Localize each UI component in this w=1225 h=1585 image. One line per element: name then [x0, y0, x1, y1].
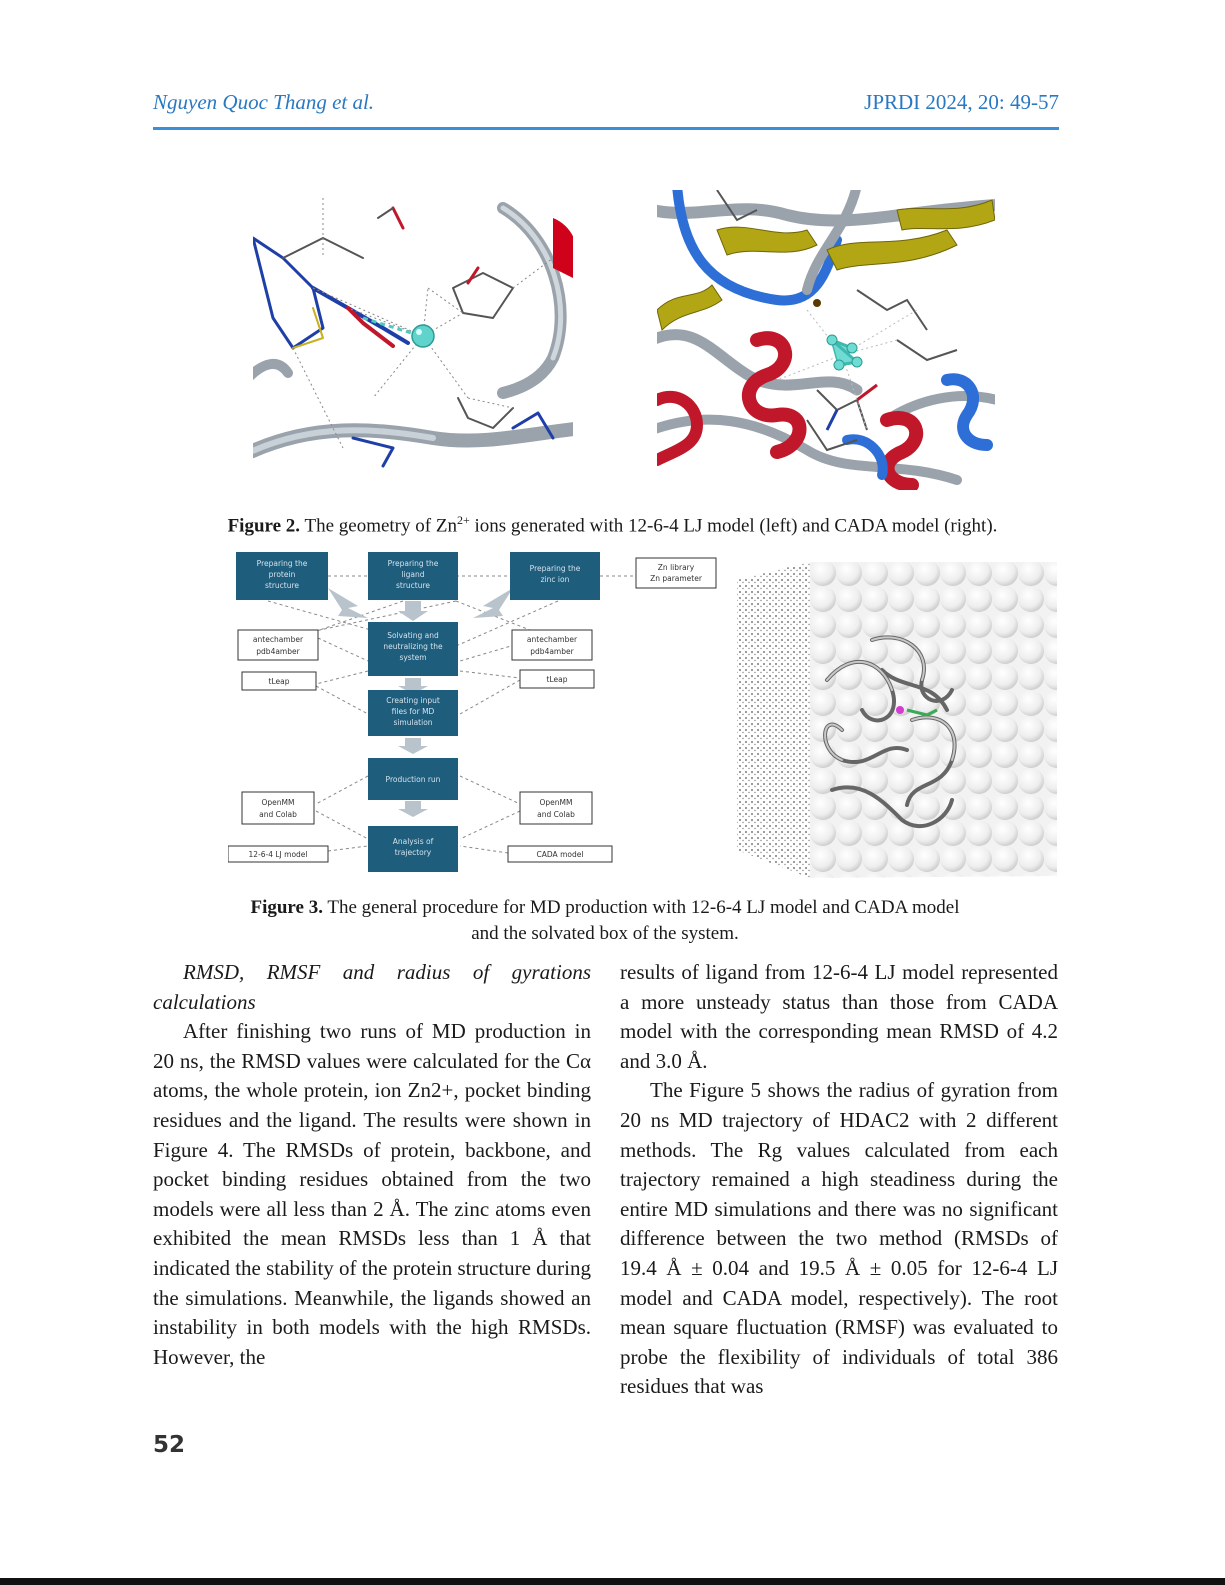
antechamber-left-line2: pdb4amber [256, 647, 300, 656]
prep-zinc-line2: zinc ion [540, 575, 570, 584]
header-rule [153, 127, 1059, 130]
antechamber-right-line1: antechamber [526, 635, 578, 644]
running-header [153, 90, 1059, 122]
creating-input-line1: Creating input [386, 696, 440, 705]
zinc-params-line1: Zn library [657, 563, 695, 572]
figure3-solvated-box [732, 560, 1060, 878]
paragraph-rmsd: After finishing two runs of MD production in 20 ns, the RMSD values were calculated for the Cα atoms, the whole protein, ion Zn2+, pocket binding residues and the ligand. The results were shown in Figure 4. The RMSDs of protein, backbone, and pocket binding residues obtained from the two models were all less than 2 Å. The zinc atoms even exhibited the mean RMSDs less than 1 Å that indicated the stability of the protein structure during the simulations. Meanwhile, the ligands showed an instability in both models with the high RMSDs. However, the [153, 1019, 591, 1369]
figure2-label: Figure 2. [227, 515, 301, 537]
figure2-text-before: The geometry of Zn [300, 515, 457, 537]
creating-input-line2: files for MD [391, 707, 435, 716]
prep-ligand-line3: structure [395, 581, 431, 590]
paragraph-radius-gyration: The Figure 5 shows the radius of gyration from 20 ns MD trajectory of HDAC2 with 2 different methods. The Rg values calculated from each trajectory remained a high steadiness during the entire MD simulations and there was no significant difference between the two method (RMSDs of 19.4 Å ± 0.04 and 19.5 Å ± 0.05 for 12-6-4 LJ model and CADA model, respectively). The root mean square fluctuation (RMSF) was evaluated to probe the flexibility of individuals of total 386 residues that was [620, 1078, 1058, 1399]
production-run: Production run [385, 775, 441, 784]
solvating-line3: system [399, 653, 427, 662]
prep-protein-line3: structure [264, 581, 300, 590]
model-right-label: CADA model [536, 850, 584, 859]
header-author: Nguyen Quoc Thang et al. [153, 90, 375, 114]
solvating-line2: neutralizing the [383, 642, 443, 651]
prep-protein-line2: protein [268, 570, 296, 579]
header-journal: JPRDI 2024, 20: 49-57 [864, 90, 1059, 114]
antechamber-left-line1: antechamber [252, 635, 304, 644]
analysis-line1: Analysis of [392, 837, 434, 846]
prep-ligand-line2: ligand [401, 570, 425, 579]
openmm-left-line1: OpenMM [261, 798, 295, 807]
analysis-line2: trajectory [394, 848, 432, 857]
figure2-right-image [657, 190, 995, 490]
paragraph-ligand-continuation: results of ligand from 12-6-4 LJ model represented a more unsteady status than those from CADA model with the corresponding mean RMSD of 4.2 and 3.0 Å. [620, 960, 1058, 1073]
tleap-right: tLeap [546, 675, 568, 684]
openmm-right-line1: OpenMM [539, 798, 573, 807]
prep-protein-line1: Preparing the [256, 559, 308, 568]
creating-input-line3: simulation [393, 718, 433, 727]
prep-zinc-line1: Preparing the [529, 564, 581, 573]
figure3-flowchart [228, 546, 720, 876]
openmm-right-line2: and Colab [537, 810, 575, 819]
tleap-left: tLeap [268, 677, 290, 686]
figure3-label: Figure 3. [250, 897, 323, 918]
figure2-sup: 2+ [456, 513, 470, 527]
zinc-params-line2: Zn parameter [650, 574, 702, 583]
figure2-caption [140, 507, 1085, 539]
figure3-line1: The general procedure for MD production with 12-6-4 LJ model and CADA model [322, 897, 960, 918]
body-right-column [620, 958, 1058, 1402]
figure2-text-after: ions generated with 12-6-4 LJ model (left) and CADA model (right). [469, 515, 998, 537]
body-left-column [153, 958, 591, 1372]
figure2-left-image [253, 198, 573, 470]
model-left-label: 12-6-4 LJ model [248, 850, 308, 859]
openmm-left-line2: and Colab [259, 810, 297, 819]
solvating-line1: Solvating and [387, 631, 439, 640]
figure3-line2: and the solvated box of the system. [471, 923, 739, 944]
bottom-rule [0, 1578, 1225, 1585]
section-subheading: RMSD, RMSF and radius of gyrations calculations [153, 960, 591, 1014]
figure3-caption [150, 895, 1060, 947]
antechamber-right-line2: pdb4amber [530, 647, 574, 656]
prep-ligand-line1: Preparing the [387, 559, 439, 568]
page-number: 52 [153, 1432, 186, 1458]
